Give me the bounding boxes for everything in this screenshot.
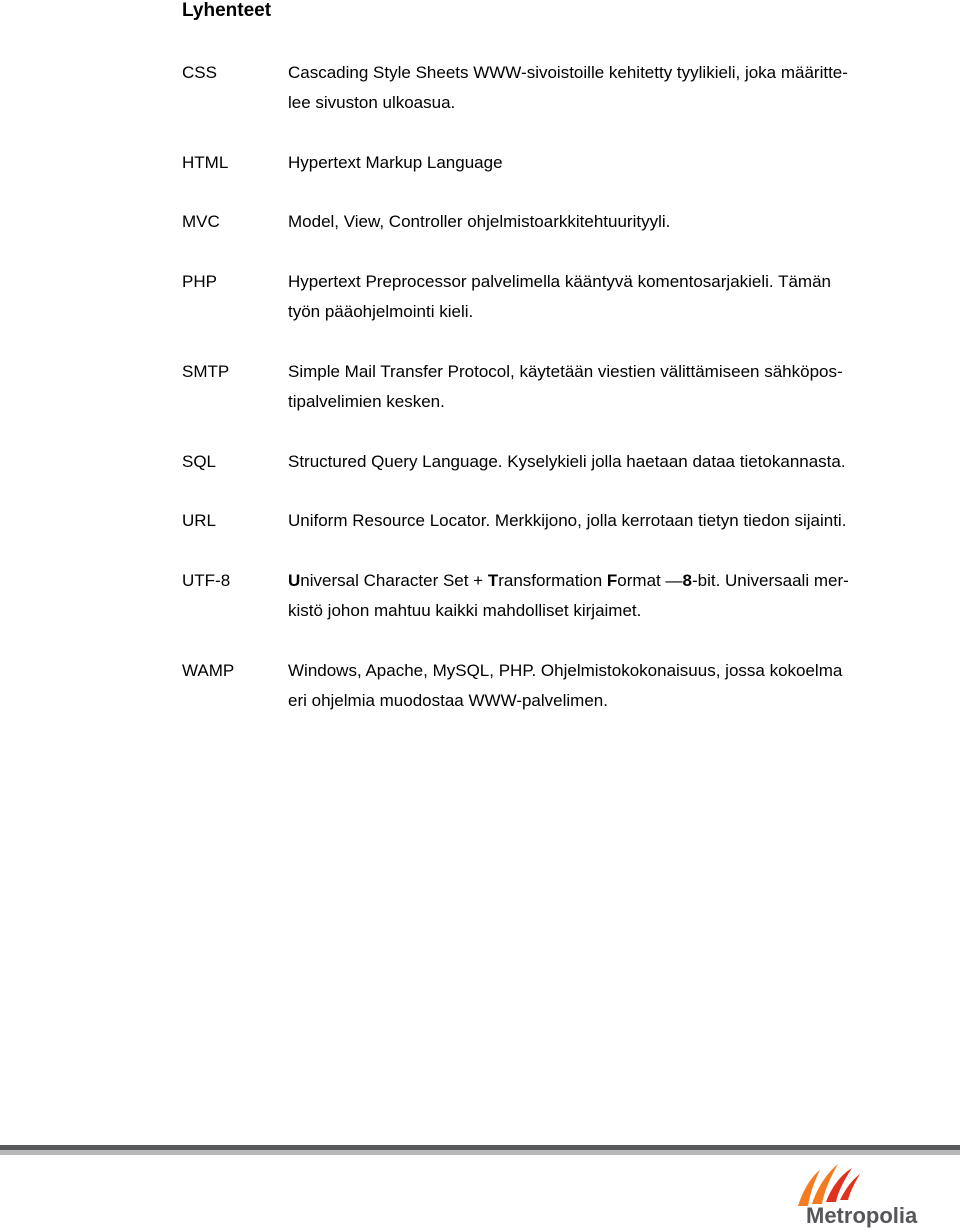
abbreviation-term: WAMP xyxy=(182,661,235,680)
definition-text: Structured Query Language. Kyselykieli jolla haetaan dataa tietokannasta. xyxy=(288,452,846,471)
abbreviation-term: MVC xyxy=(182,212,220,231)
definition-text: Windows, Apache, MySQL, PHP. Ohjelmistokokonaisuus, jossa kokoelma xyxy=(288,661,843,680)
definition-text: Cascading Style Sheets WWW-sivoistoille kehitetty tyylikieli, joka määritte- xyxy=(288,63,848,82)
definition-text-continued: eri ohjelmia muodostaa WWW-palvelimen. xyxy=(288,691,608,710)
page-title: Lyhenteet xyxy=(182,0,272,21)
definition-text-bold: U xyxy=(288,571,301,590)
definition-text-continued: lee sivuston ulkoasua. xyxy=(288,93,456,112)
definition-text: Simple Mail Transfer Protocol, käytetään viestien välittämiseen sähköpos- xyxy=(288,362,843,381)
definition-text: -bit. Universaali mer- xyxy=(691,571,849,590)
definition-text: Model, View, Controller ohjelmistoarkkitehtuurityyli. xyxy=(288,212,671,231)
abbreviation-definition xyxy=(288,357,878,417)
footer-bar-light xyxy=(0,1150,960,1155)
abbreviation-term: SQL xyxy=(182,452,217,471)
abbreviation-term: PHP xyxy=(182,272,217,291)
definition-text: Hypertext Preprocessor palvelimella kääntyvä komentosarjakieli. Tämän xyxy=(288,272,831,291)
logo-text: Metropolia xyxy=(806,1203,918,1228)
definition-text: niversal Character Set + xyxy=(300,571,488,590)
definition-text-continued: kistö johon mahtuu kaikki mahdolliset kirjaimet. xyxy=(288,601,642,620)
abbreviation-term: UTF-8 xyxy=(182,571,231,590)
abbreviation-definition xyxy=(288,506,878,536)
abbreviation-definition xyxy=(288,148,878,178)
abbreviation-definition xyxy=(288,566,878,626)
definition-text: ormat — xyxy=(617,571,683,590)
abbreviation-definition xyxy=(288,656,878,716)
definition-text: ransformation xyxy=(498,571,607,590)
abbreviation-term: CSS xyxy=(182,63,217,82)
definition-text-continued: tipalvelimien kesken. xyxy=(288,392,445,411)
abbreviation-definition xyxy=(288,207,878,237)
definition-text: Hypertext Markup Language xyxy=(288,153,503,172)
abbreviation-term: URL xyxy=(182,511,217,530)
abbreviation-term: HTML xyxy=(182,153,229,172)
definition-text-bold: T xyxy=(487,571,499,590)
abbreviation-definition xyxy=(288,447,878,477)
definition-text: Uniform Resource Locator. Merkkijono, jolla kerrotaan tietyn tiedon sijainti. xyxy=(288,511,847,530)
definition-text-bold: F xyxy=(606,571,618,590)
abbreviation-definition xyxy=(288,267,878,327)
abbreviation-definition xyxy=(288,58,878,118)
footer-bar xyxy=(0,1145,960,1155)
definition-text-bold: 8 xyxy=(682,571,692,590)
definition-text-continued: työn pääohjelmointi kieli. xyxy=(288,302,474,321)
abbreviation-term: SMTP xyxy=(182,362,230,381)
